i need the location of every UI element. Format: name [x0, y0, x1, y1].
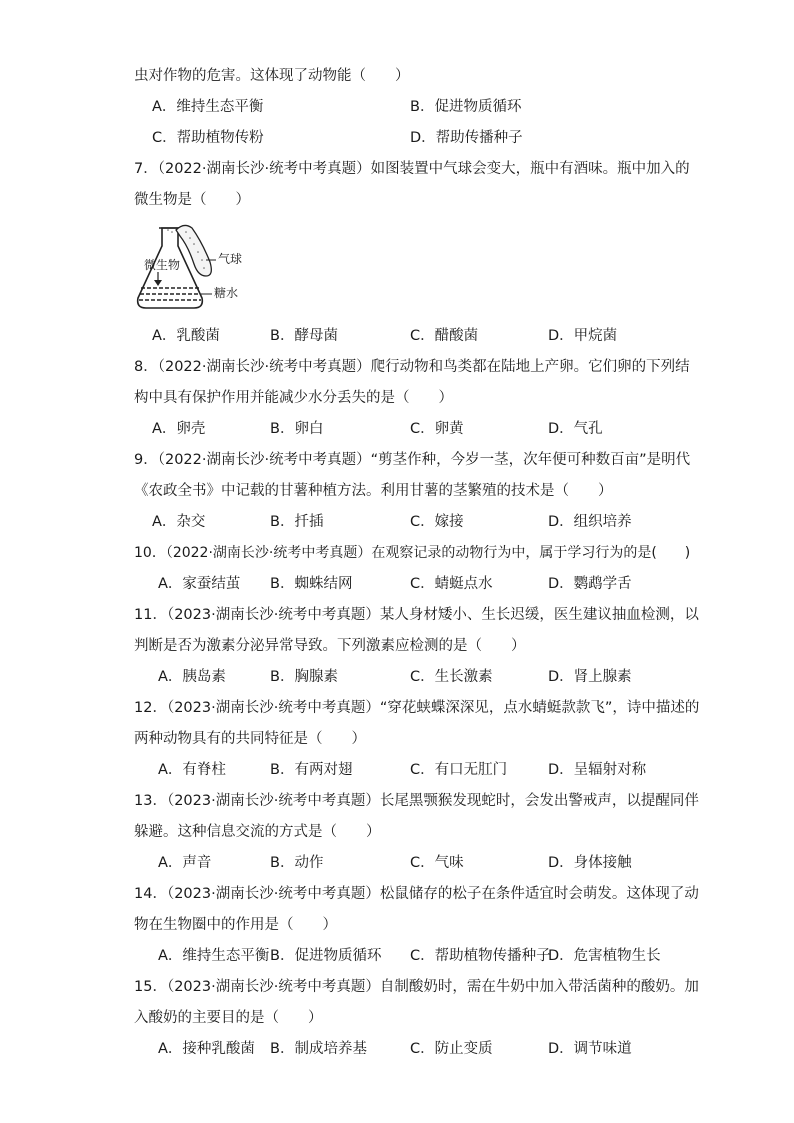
q15-option-b[interactable]: B．制成培养基	[270, 1041, 367, 1057]
q14-option-d[interactable]: D．危害植物生长	[548, 948, 661, 964]
q11-stem-line1: 11．（2023·湖南长沙·统考中考真题）某人身材矮小、生长迟缓，医生建议抽血检测，以	[134, 607, 699, 623]
q8-option-b[interactable]: B．卵白	[270, 421, 324, 437]
q12-stem-line2: 两种动物具有的共同特征是（ ）	[134, 731, 366, 747]
q9-option-b[interactable]: B．扦插	[270, 514, 324, 530]
q9-option-a[interactable]: A．杂交	[152, 514, 206, 530]
q13-option-d[interactable]: D．身体接触	[548, 855, 632, 871]
q15-option-a[interactable]: A．接种乳酸菌	[158, 1041, 255, 1057]
q6-stem: 虫对作物的危害。这体现了动物能（ ）	[134, 68, 410, 84]
balloon-shape	[176, 225, 211, 276]
q12-option-b[interactable]: B．有两对翅	[270, 762, 353, 778]
q14-stem-line2: 物在生物圈中的作用是（ ）	[134, 917, 337, 933]
q8-option-d[interactable]: D．气孔	[548, 421, 603, 437]
q10-option-d[interactable]: D．鹦鹉学舌	[548, 576, 632, 592]
q11-option-b[interactable]: B．胸腺素	[270, 669, 338, 685]
q6-option-a[interactable]: A．维持生态平衡	[152, 99, 264, 115]
q8-option-a[interactable]: A．卵壳	[152, 421, 206, 437]
q13-option-c[interactable]: C．气味	[410, 855, 464, 871]
q7-option-d[interactable]: D．甲烷菌	[548, 328, 618, 344]
q7-option-c[interactable]: C．醋酸菌	[410, 328, 479, 344]
q7-option-b[interactable]: B．酵母菌	[270, 328, 338, 344]
q8-option-c[interactable]: C．卵黄	[410, 421, 464, 437]
q14-option-b[interactable]: B．促进物质循环	[270, 948, 382, 964]
q6-option-c[interactable]: C．帮助植物传粉	[152, 130, 264, 146]
q13-option-b[interactable]: B．动作	[270, 855, 324, 871]
q12-option-d[interactable]: D．呈辐射对称	[548, 762, 647, 778]
q13-stem-line2: 躲避。这种信息交流的方式是（ ）	[134, 824, 381, 840]
q11-option-a[interactable]: A．胰岛素	[158, 669, 226, 685]
q13-option-a[interactable]: A．声音	[158, 855, 212, 871]
q7-stem-line1: 7．（2022·湖南长沙·统考中考真题）如图装置中气球会变大，瓶中有酒味。瓶中加入的	[134, 161, 690, 177]
q13-stem-line1: 13．（2023·湖南长沙·统考中考真题）长尾黑颚猴发现蛇时，会发出警戒声，以提醒同伴	[134, 793, 699, 809]
q14-option-c[interactable]: C．帮助植物传播种子	[410, 948, 551, 964]
q10-stem-line1: 10．（2022·湖南长沙·统考中考真题）在观察记录的动物行为中，属于学习行为的是( )	[134, 545, 691, 561]
q10-option-c[interactable]: C．蜻蜓点水	[410, 576, 493, 592]
q15-stem-line1: 15．（2023·湖南长沙·统考中考真题）自制酸奶时，需在牛奶中加入带活菌种的酸奶。加	[134, 979, 699, 995]
q12-stem-line1: 12．（2023·湖南长沙·统考中考真题）“穿花蛱蝶深深见，点水蜻蜓款款飞”，诗中描述的	[134, 700, 700, 716]
q10-option-a[interactable]: A．家蚕结茧	[158, 576, 241, 592]
sugar-water-liquid	[139, 288, 201, 300]
q6-option-b[interactable]: B．促进物质循环	[410, 99, 522, 115]
flask-balloon-diagram	[128, 222, 248, 314]
microbe-label: 微生物	[144, 258, 181, 272]
q9-option-c[interactable]: C．嫁接	[410, 514, 464, 530]
q9-stem-line2: 《农政全书》中记载的甘薯种植方法。利用甘薯的茎繁殖的技术是（ ）	[134, 483, 613, 499]
q14-option-a[interactable]: A．维持生态平衡	[158, 948, 270, 964]
q11-stem-line2: 判断是否为激素分泌异常导致。下列激素应检测的是（ ）	[134, 638, 526, 654]
q11-option-d[interactable]: D．肾上腺素	[548, 669, 632, 685]
q12-option-c[interactable]: C．有口无肛门	[410, 762, 508, 778]
q10-option-b[interactable]: B．蜘蛛结网	[270, 576, 353, 592]
q15-option-d[interactable]: D．调节味道	[548, 1041, 632, 1057]
q7-option-a[interactable]: A．乳酸菌	[152, 328, 220, 344]
q7-stem-line2: 微生物是（ ）	[134, 192, 250, 208]
q9-option-d[interactable]: D．组织培养	[548, 514, 632, 530]
sugar-water-label: 糖水	[214, 286, 239, 300]
q12-option-a[interactable]: A．有脊柱	[158, 762, 226, 778]
microbe-arrow-head	[154, 280, 162, 286]
q9-stem-line1: 9．（2022·湖南长沙·统考中考真题）“剪茎作种，今岁一茎，次年便可种数百亩”是明代	[134, 452, 691, 468]
q6-option-d[interactable]: D．帮助传播种子	[410, 130, 523, 146]
q8-stem-line1: 8．（2022·湖南长沙·统考中考真题）爬行动物和鸟类都在陆地上产卵。它们卵的下列结	[134, 359, 690, 375]
q11-option-c[interactable]: C．生长激素	[410, 669, 493, 685]
q15-option-c[interactable]: C．防止变质	[410, 1041, 493, 1057]
q8-stem-line2: 构中具有保护作用并能减少水分丢失的是（ ）	[134, 390, 453, 406]
balloon-label: 气球	[218, 252, 243, 266]
q14-stem-line1: 14．（2023·湖南长沙·统考中考真题）松鼠储存的松子在条件适宜时会萌发。这体现了动	[134, 886, 699, 902]
q15-stem-line2: 入酸奶的主要目的是（ ）	[134, 1010, 323, 1026]
